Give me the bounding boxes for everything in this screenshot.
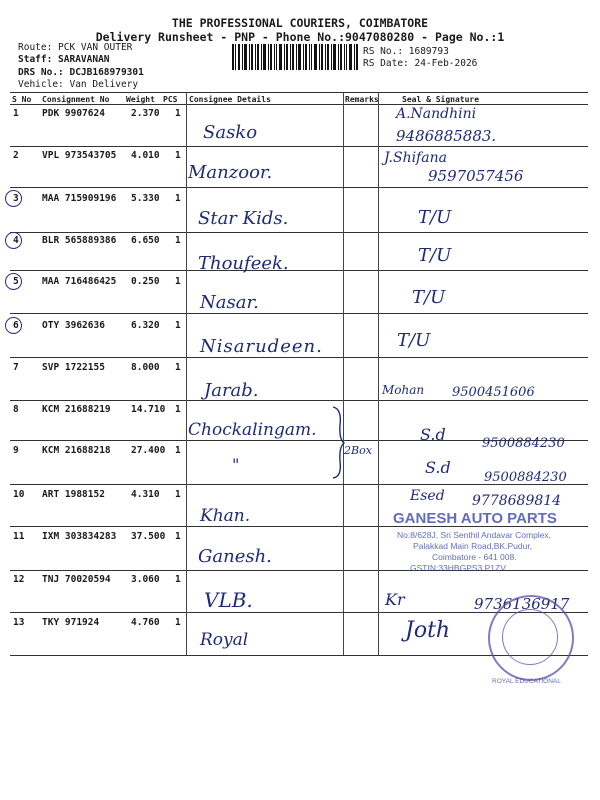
row-consignment: KCM 21688218 [42, 445, 111, 456]
row-signature: J.Shifana [384, 150, 447, 166]
row-consignee: Ganesh. [198, 546, 272, 567]
row-consignee: Royal [200, 630, 249, 650]
table-top-rule [10, 92, 588, 93]
col-weight: Weight [126, 95, 155, 104]
row-sno: 12 [13, 574, 25, 585]
row-consignment: MAA 716486425 [42, 276, 117, 287]
row-signature: T/U [397, 330, 431, 351]
row-pcs: 1 [175, 531, 181, 542]
row-weight: 14.710 [131, 404, 166, 415]
row-weight: 3.060 [131, 574, 160, 585]
row-weight: 6.320 [131, 320, 160, 331]
row-pcs: 1 [175, 150, 181, 161]
row-consignee: Chockalingam. [188, 420, 317, 440]
row-consignment: VPL 973543705 [42, 150, 117, 161]
row-phone: 9500884230 [484, 470, 567, 485]
row-sno: 8 [13, 404, 19, 415]
row-consignment: BLR 565889386 [42, 235, 117, 246]
row-pcs: 1 [175, 108, 181, 119]
ganesh-stamp-line1: No:8/628J, Sri Senthil Andavar Complex, [397, 530, 552, 540]
row-rule [10, 232, 588, 233]
row-consignment: TKY 971924 [42, 617, 100, 628]
row-pcs: 1 [175, 404, 181, 415]
row-consignee: Jarab. [204, 380, 259, 401]
row-rule [10, 313, 588, 314]
company-title: THE PROFESSIONAL COURIERS, COIMBATORE [171, 16, 429, 30]
remarks-note: 2Box [344, 444, 372, 457]
runsheet-subtitle: Delivery Runsheet - PNP - Phone No.:9047080280 - Page No.:1 [95, 30, 505, 44]
row-consignee: Khan. [200, 506, 251, 526]
col-consignment: Consignment No [42, 95, 110, 104]
row-rule [10, 187, 588, 188]
row-signature: S.d [420, 425, 446, 444]
row-consignment: IXM 303834283 [42, 531, 117, 542]
row-pcs: 1 [175, 445, 181, 456]
row-phone: 9500451606 [452, 385, 535, 400]
remarks-left-rule [343, 92, 344, 655]
row-weight: 6.650 [131, 235, 160, 246]
vehicle-label: Vehicle: Van Delivery [18, 79, 139, 90]
ganesh-stamp-line2: Palakkad Main Road,BK.Pudur, [413, 541, 533, 551]
row-weight: 37.500 [131, 531, 166, 542]
row-rule [10, 270, 588, 271]
row-signature: A.Nandhini [396, 106, 477, 122]
row-rule [10, 400, 588, 401]
row-weight: 27.400 [131, 445, 166, 456]
row-sno: 9 [13, 445, 19, 456]
row-phone: 9778689814 [472, 493, 562, 509]
col-signature: Seal & Signature [402, 95, 480, 104]
row-pcs: 1 [175, 235, 181, 246]
row-pcs: 1 [175, 362, 181, 373]
row-weight: 4.310 [131, 489, 160, 500]
row-pcs: 1 [175, 617, 181, 628]
row-consignee: Star Kids. [198, 208, 289, 229]
row-weight: 4.760 [131, 617, 160, 628]
staff-label: Staff: SARAVANAN [18, 54, 110, 65]
rs-number: RS No.: 1689793 [363, 46, 449, 57]
row-signature: T/U [418, 207, 452, 228]
row-consignee: Sasko [203, 122, 258, 143]
row-phone: 9486885883. [396, 127, 497, 145]
row-consignment: OTY 3962636 [42, 320, 105, 331]
row-sno: 5 [13, 276, 19, 287]
row-pcs: 1 [175, 276, 181, 287]
row-consignment: ART 1988152 [42, 489, 105, 500]
row-signature: T/U [418, 245, 452, 266]
row-sno: 1 [13, 108, 19, 119]
row-signature: Mohan [382, 383, 425, 397]
row-phone: 9736136917 [474, 595, 570, 613]
ganesh-stamp-name: GANESH AUTO PARTS [393, 510, 557, 527]
round-seal-stamp [488, 595, 574, 681]
col-remarks: Remarks [345, 95, 379, 104]
row-signature: Joth [405, 618, 451, 643]
row-sno: 6 [13, 320, 19, 331]
remarks-brace-mark [330, 405, 346, 480]
row-pcs: 1 [175, 489, 181, 500]
row-weight: 4.010 [131, 150, 160, 161]
row-consignee: VLB. [204, 588, 253, 612]
row-consignee: Manzoor. [188, 162, 273, 183]
row-signature: T/U [412, 287, 446, 308]
seal-text: ROYAL EDUCATIONAL [492, 678, 561, 685]
row-consignment: PDK 9907624 [42, 108, 105, 119]
row-weight: 8.000 [131, 362, 160, 373]
route-label: Route: PCK VAN OUTER [18, 42, 133, 53]
row-weight: 5.330 [131, 193, 160, 204]
row-sno: 13 [13, 617, 25, 628]
col-sno: S No [12, 95, 32, 104]
row-sno: 2 [13, 150, 19, 161]
row-consignee: Nisarudeen. [200, 336, 323, 357]
row-rule [10, 146, 588, 147]
col-pcs: PCS [163, 95, 178, 104]
row-sno: 11 [13, 531, 25, 542]
row-consignee: Nasar. [200, 292, 259, 313]
row-rule [10, 357, 588, 358]
row-consignee: " [232, 455, 240, 474]
consignee-left-rule [186, 92, 187, 655]
row-sno: 7 [13, 362, 19, 373]
row-weight: 0.250 [131, 276, 160, 287]
signature-left-rule [378, 92, 379, 655]
col-consignee: Consignee Details [189, 95, 271, 104]
row-consignment: TNJ 70020594 [42, 574, 111, 585]
row-signature: S.d [425, 458, 451, 477]
barcode-image [232, 44, 358, 70]
row-sno: 4 [13, 235, 19, 246]
header-bottom-rule [10, 104, 588, 105]
row-phone: 9597057456 [428, 167, 524, 185]
row-consignee: Thoufeek. [198, 253, 289, 274]
drs-label: DRS No.: DCJB168979301 [18, 67, 144, 78]
ganesh-stamp-line4: GSTIN:33HBGPS3 P1ZV [410, 563, 506, 573]
row-sno: 10 [13, 489, 25, 500]
row-sno: 3 [13, 193, 19, 204]
row-weight: 2.370 [131, 108, 160, 119]
row-signature: Kr [385, 590, 405, 609]
row-pcs: 1 [175, 320, 181, 331]
rs-date: RS Date: 24-Feb-2026 [363, 58, 478, 69]
row-consignment: SVP 1722155 [42, 362, 105, 373]
row-pcs: 1 [175, 574, 181, 585]
row-pcs: 1 [175, 193, 181, 204]
row-signature: Esed [410, 488, 445, 504]
row-phone: 9500884230 [482, 436, 565, 451]
row-consignment: KCM 21688219 [42, 404, 111, 415]
ganesh-stamp-line3: Coimbatore - 641 008. [432, 552, 517, 562]
row-consignment: MAA 715909196 [42, 193, 117, 204]
